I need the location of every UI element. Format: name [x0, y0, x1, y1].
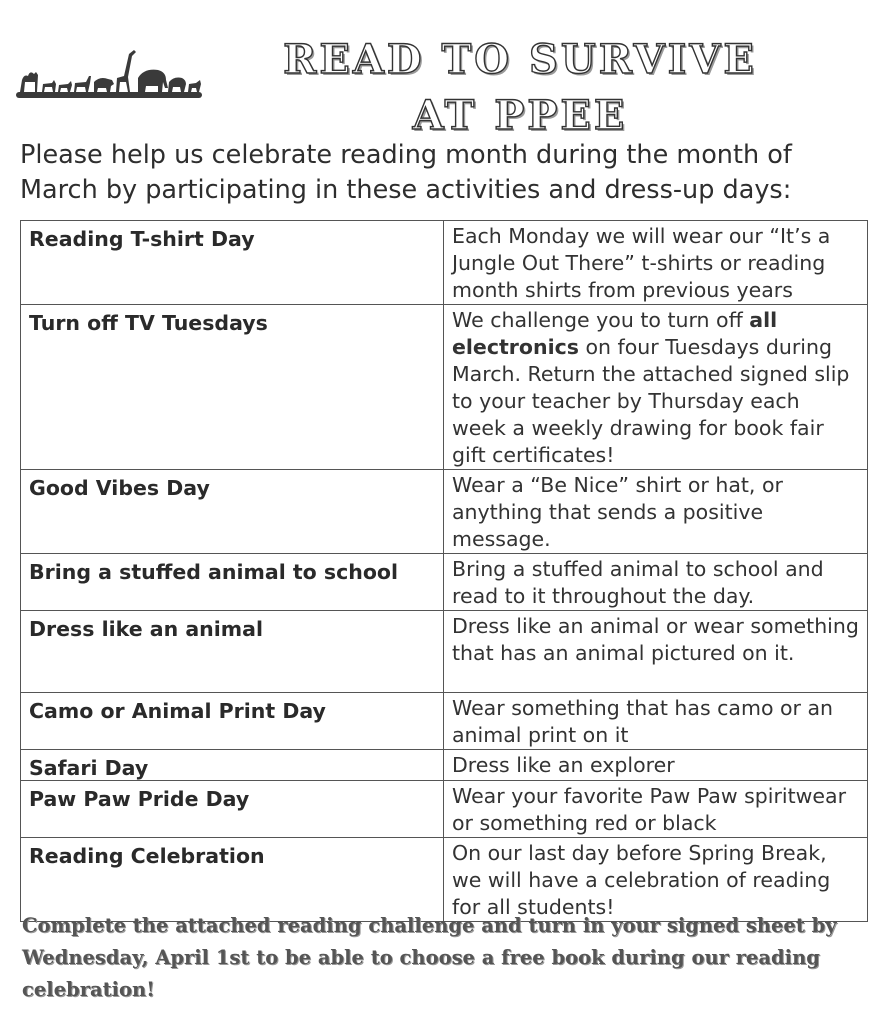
- activity-name: Turn off TV Tuesdays: [21, 305, 444, 470]
- activity-name: Safari Day: [21, 750, 444, 781]
- page-title: READ TO SURVIVE: [283, 36, 757, 83]
- activity-description: Dress like an animal or wear something that has an animal pictured on it.: [444, 611, 868, 693]
- description-emphasis: all electronics: [452, 308, 778, 359]
- description-text: on four Tuesdays during March. Return the attached signed slip to your teacher by Thursday each week a weekly drawing for book fair gift certificates!: [452, 335, 850, 467]
- activities-table: [20, 220, 868, 922]
- activity-description: Bring a stuffed animal to school and read to it throughout the day.: [444, 554, 868, 611]
- activity-description: Each Monday we will wear our “It’s a Jungle Out There” t-shirts or reading month shirts from previous years: [444, 221, 868, 305]
- activity-name: Dress like an animal: [21, 611, 444, 693]
- activity-name: Reading Celebration: [21, 838, 444, 922]
- table-row: [21, 611, 868, 693]
- table-row: [21, 470, 868, 554]
- table-row: [21, 693, 868, 750]
- table-row: [21, 221, 868, 305]
- activity-description: [444, 305, 868, 470]
- table-row: [21, 750, 868, 781]
- activity-description: Wear a “Be Nice” shirt or hat, or anything that sends a positive message.: [444, 470, 868, 554]
- activity-description: Wear something that has camo or an animal print on it: [444, 693, 868, 750]
- activity-description: Wear your favorite Paw Paw spiritwear or something red or black: [444, 781, 868, 838]
- table-row: [21, 554, 868, 611]
- table-row: [21, 838, 868, 922]
- table-row: [21, 781, 868, 838]
- page-subtitle: AT PPEE: [412, 92, 628, 139]
- footer-note: Complete the attached reading challenge and turn in your signed sheet by Wednesday, April 1st to be able to choose a free book during our reading celebration!: [22, 914, 837, 1001]
- table-row: [21, 305, 868, 470]
- intro-text: Please help us celebrate reading month during the month of March by participating in these activities and dress-up days:: [20, 140, 792, 205]
- activity-description: Dress like an explorer: [444, 750, 868, 781]
- activity-name: Paw Paw Pride Day: [21, 781, 444, 838]
- activity-name: Camo or Animal Print Day: [21, 693, 444, 750]
- activity-name: Reading T-shirt Day: [21, 221, 444, 305]
- activity-description: On our last day before Spring Break, we will have a celebration of reading for all students!: [444, 838, 868, 922]
- activity-name: Bring a stuffed animal to school: [21, 554, 444, 611]
- activity-name: Good Vibes Day: [21, 470, 444, 554]
- description-text: We challenge you to turn off: [452, 308, 750, 332]
